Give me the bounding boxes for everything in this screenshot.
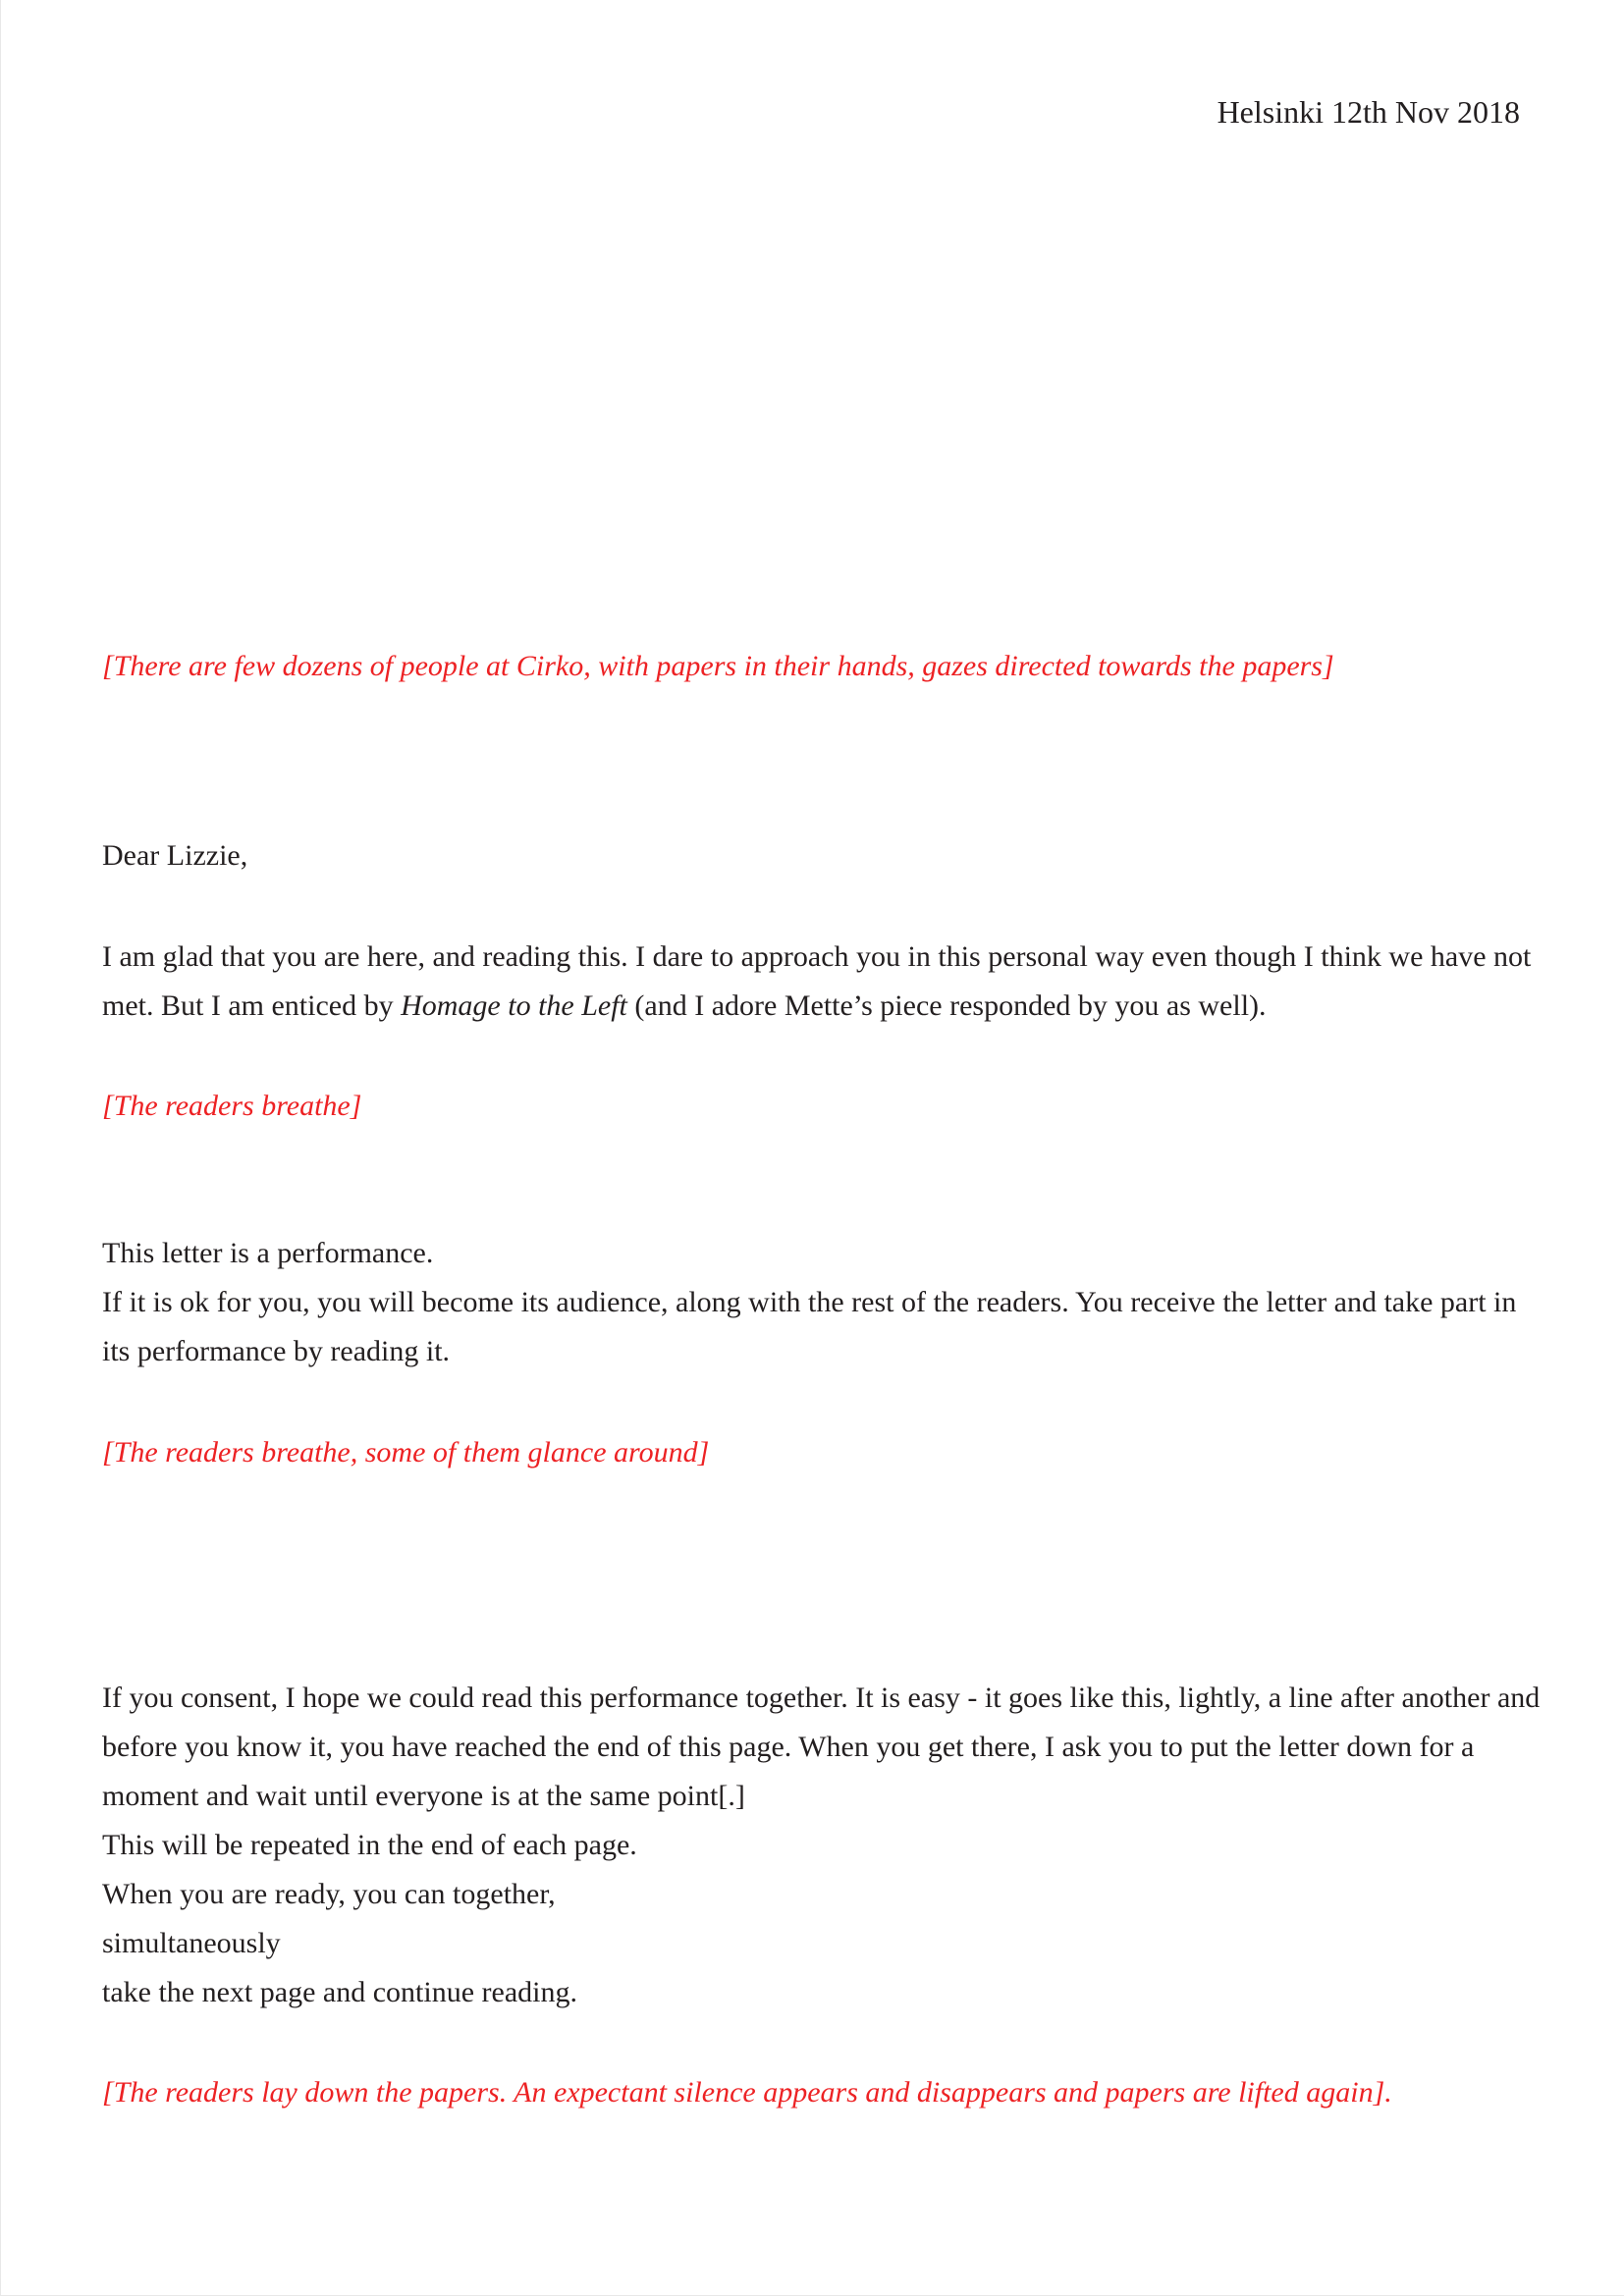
paragraph-2-line-2: If it is ok for you, you will become its audience, along with the rest of the readers. You receive the letter and take part in its performance by reading it. <box>102 1286 1517 1367</box>
paragraph-3-line-4: simultaneously <box>102 1927 281 1959</box>
paragraph-3-line-1: If you consent, I hope we could read this performance together. It is easy - it goes like this, lightly, a line after another and before you know it, you have reached the end of this page. When you get there, I ask you to put the letter down for a moment and wait until everyone is at the same point[.] <box>102 1682 1541 1812</box>
stage-direction-1: [There are few dozens of people at Cirko, with papers in their hands, gazes directed towards the papers] <box>102 650 1334 682</box>
paragraph-1 <box>102 933 1541 1031</box>
paragraph-1-text-continued: (and I adore Mette’s piece responded by you as well). <box>626 989 1267 1022</box>
paragraph-2-line-1: This letter is a performance. <box>102 1237 434 1269</box>
paragraph-3-line-3: When you are ready, you can together, <box>102 1878 556 1910</box>
paragraph-1-text: I am glad that you are here, and reading this. I dare to approach you in this personal way even though I think we have not met. But I am enticed by <box>102 940 1532 1022</box>
stage-direction-2: [The readers breathe] <box>102 1090 362 1122</box>
stage-direction-3: [The readers breathe, some of them glance around] <box>102 1436 710 1468</box>
paragraph-3-line-5: take the next page and continue reading. <box>102 1976 577 2008</box>
paragraph-3-line-2: This will be repeated in the end of each page. <box>102 1829 637 1861</box>
paragraph-2 <box>102 1229 1541 1376</box>
salutation: Dear Lizzie, <box>102 839 248 872</box>
dateline: Helsinki 12th Nov 2018 <box>1217 94 1520 130</box>
stage-direction-4: [The readers lay down the papers. An expectant silence appears and disappears and papers are lifted again]. <box>102 2076 1392 2109</box>
paragraph-3 <box>102 1674 1541 2017</box>
work-title: Homage to the Left <box>401 989 627 1022</box>
